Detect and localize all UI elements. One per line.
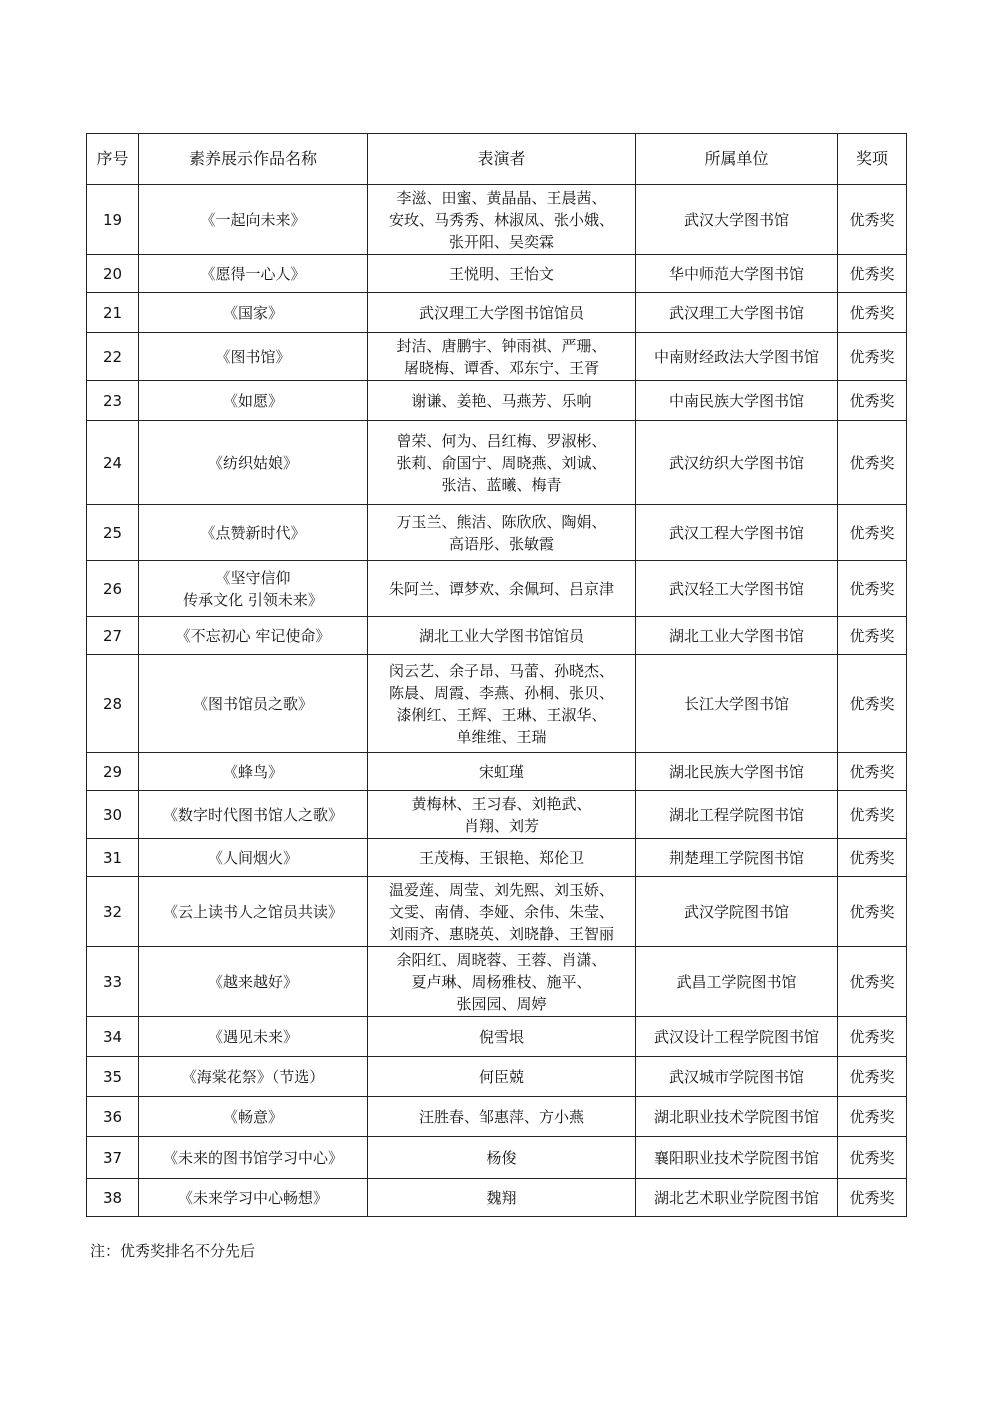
cell-unit: 湖北职业技术学院图书馆: [636, 1097, 838, 1137]
cell-work-title-line: 《一起向未来》: [200, 210, 306, 229]
table-row: [87, 505, 907, 561]
cell-performers-line: 王悦明、王怡文: [448, 264, 554, 283]
table-row: [87, 1137, 907, 1179]
cell-number: 35: [87, 1057, 139, 1097]
cell-work-title-line: 《如愿》: [222, 391, 283, 410]
cell-award: 优秀奖: [838, 255, 907, 293]
cell-performers-line: 黄梅林、王习春、刘艳武、: [411, 794, 592, 813]
cell-performers: [368, 185, 636, 255]
cell-unit: 武汉大学图书馆: [636, 185, 838, 255]
cell-performers: [368, 753, 636, 791]
table-row: [87, 381, 907, 421]
cell-performers-line: 魏翔: [486, 1188, 517, 1207]
cell-work-title: [139, 293, 368, 333]
cell-work-title-line: 《愿得一心人》: [200, 264, 306, 283]
cell-award: 优秀奖: [838, 381, 907, 421]
cell-work-title-line: 《蜂鸟》: [222, 762, 283, 781]
cell-work-title: [139, 255, 368, 293]
cell-performers-line: 刘雨齐、惠晓英、刘晓静、王智丽: [388, 924, 614, 943]
table-row: [87, 421, 907, 505]
cell-award: 优秀奖: [838, 617, 907, 655]
cell-work-title-line: 《畅意》: [222, 1107, 283, 1126]
cell-work-title: [139, 1057, 368, 1097]
header-work-title: 素养展示作品名称: [139, 134, 368, 185]
cell-number: 24: [87, 421, 139, 505]
table-row: [87, 947, 907, 1017]
cell-work-title-line: 《海棠花祭》（节选）: [181, 1067, 325, 1086]
cell-award: 优秀奖: [838, 947, 907, 1017]
cell-performers-line: 谢谦、姜艳、马燕芳、乐响: [411, 391, 592, 410]
footnote: 注：优秀奖排名不分先后: [90, 1242, 256, 1260]
cell-number: 33: [87, 947, 139, 1017]
cell-performers: [368, 561, 636, 617]
cell-work-title: [139, 1179, 368, 1217]
cell-performers: [368, 1137, 636, 1179]
table-row: [87, 839, 907, 877]
cell-award: 优秀奖: [838, 293, 907, 333]
cell-work-title-line: 《点赞新时代》: [200, 523, 306, 542]
cell-work-title: [139, 877, 368, 947]
cell-unit: 湖北工程学院图书馆: [636, 791, 838, 839]
cell-performers: [368, 293, 636, 333]
cell-performers: [368, 617, 636, 655]
cell-award: 优秀奖: [838, 877, 907, 947]
cell-work-title: [139, 185, 368, 255]
cell-number: 31: [87, 839, 139, 877]
table-row: [87, 617, 907, 655]
header-award: 奖项: [838, 134, 907, 185]
cell-unit: 武汉轻工大学图书馆: [636, 561, 838, 617]
cell-performers-line: 杨俊: [486, 1148, 517, 1167]
cell-number: 25: [87, 505, 139, 561]
cell-performers-line: 武汉理工大学图书馆馆员: [418, 303, 584, 322]
cell-performers-line: 王茂梅、王银艳、郑伦卫: [418, 848, 584, 867]
cell-unit: 湖北艺术职业学院图书馆: [636, 1179, 838, 1217]
cell-performers: [368, 421, 636, 505]
cell-award: 优秀奖: [838, 1057, 907, 1097]
cell-number: 38: [87, 1179, 139, 1217]
cell-performers: [368, 839, 636, 877]
cell-performers: [368, 333, 636, 381]
cell-number: 19: [87, 185, 139, 255]
cell-performers-line: 张莉、俞国宁、周晓燕、刘诚、: [396, 453, 607, 472]
cell-performers-line: 李滋、田蜜、黄晶晶、王晨茜、: [396, 188, 607, 207]
cell-number: 36: [87, 1097, 139, 1137]
table-row: [87, 1057, 907, 1097]
cell-performers-line: 漆俐红、王辉、王琳、王淑华、: [396, 705, 607, 724]
header-unit: 所属单位: [636, 134, 838, 185]
cell-work-title: [139, 421, 368, 505]
cell-unit: 荆楚理工学院图书馆: [636, 839, 838, 877]
cell-performers-line: 文雯、南倩、李娅、余伟、朱莹、: [388, 902, 614, 921]
cell-work-title-line: 《不忘初心 牢记使命》: [175, 626, 331, 645]
cell-performers: [368, 1017, 636, 1057]
cell-performers-line: 封洁、唐鹏宇、钟雨祺、严珊、: [396, 336, 607, 355]
cell-award: 优秀奖: [838, 791, 907, 839]
table-body: [87, 185, 907, 1217]
cell-number: 37: [87, 1137, 139, 1179]
cell-performers-line: 张开阳、吴奕霖: [448, 232, 554, 251]
cell-award: 优秀奖: [838, 839, 907, 877]
cell-work-title-line: 《图书馆》: [215, 347, 291, 366]
cell-work-title-line: 《遇见未来》: [207, 1027, 298, 1046]
table-row: [87, 293, 907, 333]
cell-work-title: [139, 655, 368, 753]
cell-unit: 襄阳职业技术学院图书馆: [636, 1137, 838, 1179]
cell-unit: 武汉理工大学图书馆: [636, 293, 838, 333]
cell-work-title: [139, 333, 368, 381]
cell-performers-line: 温爱莲、周莹、刘先熙、刘玉娇、: [388, 880, 614, 899]
cell-award: 优秀奖: [838, 1097, 907, 1137]
cell-work-title: [139, 1017, 368, 1057]
cell-number: 26: [87, 561, 139, 617]
cell-performers: [368, 655, 636, 753]
cell-work-title: [139, 947, 368, 1017]
cell-performers-line: 宋虹瑾: [478, 762, 524, 781]
cell-performers-line: 肖翔、刘芳: [463, 816, 539, 835]
cell-work-title-line: 《未来学习中心畅想》: [177, 1188, 328, 1207]
cell-unit: 武汉纺织大学图书馆: [636, 421, 838, 505]
cell-performers: [368, 255, 636, 293]
cell-performers-line: 曾荣、何为、吕红梅、罗淑彬、: [396, 431, 607, 450]
cell-performers-line: 屠晓梅、谭香、邓东宁、王胥: [403, 358, 599, 377]
awards-table: [86, 133, 907, 1217]
cell-work-title-line: 《图书馆员之歌》: [192, 694, 313, 713]
cell-number: 29: [87, 753, 139, 791]
cell-award: 优秀奖: [838, 1179, 907, 1217]
cell-number: 34: [87, 1017, 139, 1057]
cell-work-title: [139, 1097, 368, 1137]
cell-performers: [368, 877, 636, 947]
cell-unit: 长江大学图书馆: [636, 655, 838, 753]
cell-number: 32: [87, 877, 139, 947]
cell-performers: [368, 1097, 636, 1137]
cell-performers-line: 张洁、蓝曦、梅青: [441, 475, 562, 494]
cell-unit: 武汉设计工程学院图书馆: [636, 1017, 838, 1057]
cell-work-title-line: 《越来越好》: [207, 972, 298, 991]
cell-work-title: [139, 505, 368, 561]
cell-award: 优秀奖: [838, 1137, 907, 1179]
cell-number: 22: [87, 333, 139, 381]
cell-work-title-line: 《纺织姑娘》: [207, 453, 298, 472]
cell-award: 优秀奖: [838, 421, 907, 505]
cell-number: 23: [87, 381, 139, 421]
cell-number: 20: [87, 255, 139, 293]
cell-performers-line: 万玉兰、熊洁、陈欣欣、陶娟、: [396, 512, 607, 531]
cell-work-title: [139, 381, 368, 421]
cell-number: 28: [87, 655, 139, 753]
cell-unit: 华中师范大学图书馆: [636, 255, 838, 293]
cell-award: 优秀奖: [838, 185, 907, 255]
cell-work-title: [139, 791, 368, 839]
cell-performers-line: 闵云艺、余子昂、马蕾、孙晓杰、: [388, 661, 614, 680]
cell-performers: [368, 1057, 636, 1097]
cell-award: 优秀奖: [838, 655, 907, 753]
cell-performers-line: 湖北工业大学图书馆馆员: [418, 626, 584, 645]
cell-performers: [368, 505, 636, 561]
cell-unit: 武汉工程大学图书馆: [636, 505, 838, 561]
cell-unit: 武昌工学院图书馆: [636, 947, 838, 1017]
cell-unit: 湖北民族大学图书馆: [636, 753, 838, 791]
table-row: [87, 561, 907, 617]
cell-award: 优秀奖: [838, 561, 907, 617]
cell-performers-line: 高语彤、张敏霞: [448, 534, 554, 553]
cell-work-title: [139, 561, 368, 617]
cell-performers-line: 倪雪垠: [478, 1027, 524, 1046]
cell-number: 30: [87, 791, 139, 839]
table-header-row: [87, 134, 907, 185]
cell-work-title: [139, 839, 368, 877]
cell-number: 27: [87, 617, 139, 655]
table-row: [87, 1097, 907, 1137]
table-row: [87, 877, 907, 947]
cell-work-title-line: 《人间烟火》: [207, 848, 298, 867]
table-row: [87, 791, 907, 839]
table-row: [87, 333, 907, 381]
cell-unit: 中南财经政法大学图书馆: [636, 333, 838, 381]
cell-unit: 武汉城市学院图书馆: [636, 1057, 838, 1097]
cell-work-title-line: 《国家》: [222, 303, 283, 322]
cell-performers-line: 单维维、王瑞: [456, 727, 547, 746]
cell-number: 21: [87, 293, 139, 333]
cell-performers: [368, 1179, 636, 1217]
cell-unit: 中南民族大学图书馆: [636, 381, 838, 421]
cell-performers-line: 朱阿兰、谭梦欢、余佩珂、吕京津: [388, 579, 614, 598]
cell-award: 优秀奖: [838, 333, 907, 381]
cell-performers-line: 夏卢琳、周杨雅枝、施平、: [411, 972, 592, 991]
table-row: [87, 185, 907, 255]
cell-work-title-line: 《数字时代图书馆人之歌》: [162, 805, 343, 824]
cell-performers-line: 汪胜春、邹惠萍、方小燕: [418, 1107, 584, 1126]
cell-performers: [368, 947, 636, 1017]
cell-performers-line: 张园园、周婷: [456, 994, 547, 1013]
cell-unit: 武汉学院图书馆: [636, 877, 838, 947]
cell-work-title: [139, 753, 368, 791]
cell-performers-line: 何臣兢: [478, 1067, 524, 1086]
cell-work-title-line: 传承文化 引领未来》: [183, 590, 323, 609]
header-number: 序号: [87, 134, 139, 185]
cell-work-title: [139, 617, 368, 655]
cell-work-title: [139, 1137, 368, 1179]
table-row: [87, 255, 907, 293]
cell-performers: [368, 791, 636, 839]
cell-unit: 湖北工业大学图书馆: [636, 617, 838, 655]
cell-work-title-line: 《云上读书人之馆员共读》: [162, 902, 343, 921]
table-row: [87, 655, 907, 753]
cell-performers-line: 余阳红、周晓蓉、王蓉、肖潇、: [396, 950, 607, 969]
cell-award: 优秀奖: [838, 753, 907, 791]
cell-performers-line: 安玫、马秀秀、林淑凤、张小娥、: [388, 210, 614, 229]
table-row: [87, 753, 907, 791]
table-row: [87, 1017, 907, 1057]
cell-work-title-line: 《坚守信仰: [215, 568, 291, 587]
table-row: [87, 1179, 907, 1217]
cell-award: 优秀奖: [838, 1017, 907, 1057]
cell-performers-line: 陈晨、周霞、李燕、孙桐、张贝、: [388, 683, 614, 702]
cell-award: 优秀奖: [838, 505, 907, 561]
cell-performers: [368, 381, 636, 421]
cell-work-title-line: 《未来的图书馆学习中心》: [162, 1148, 343, 1167]
header-performers: 表演者: [368, 134, 636, 185]
